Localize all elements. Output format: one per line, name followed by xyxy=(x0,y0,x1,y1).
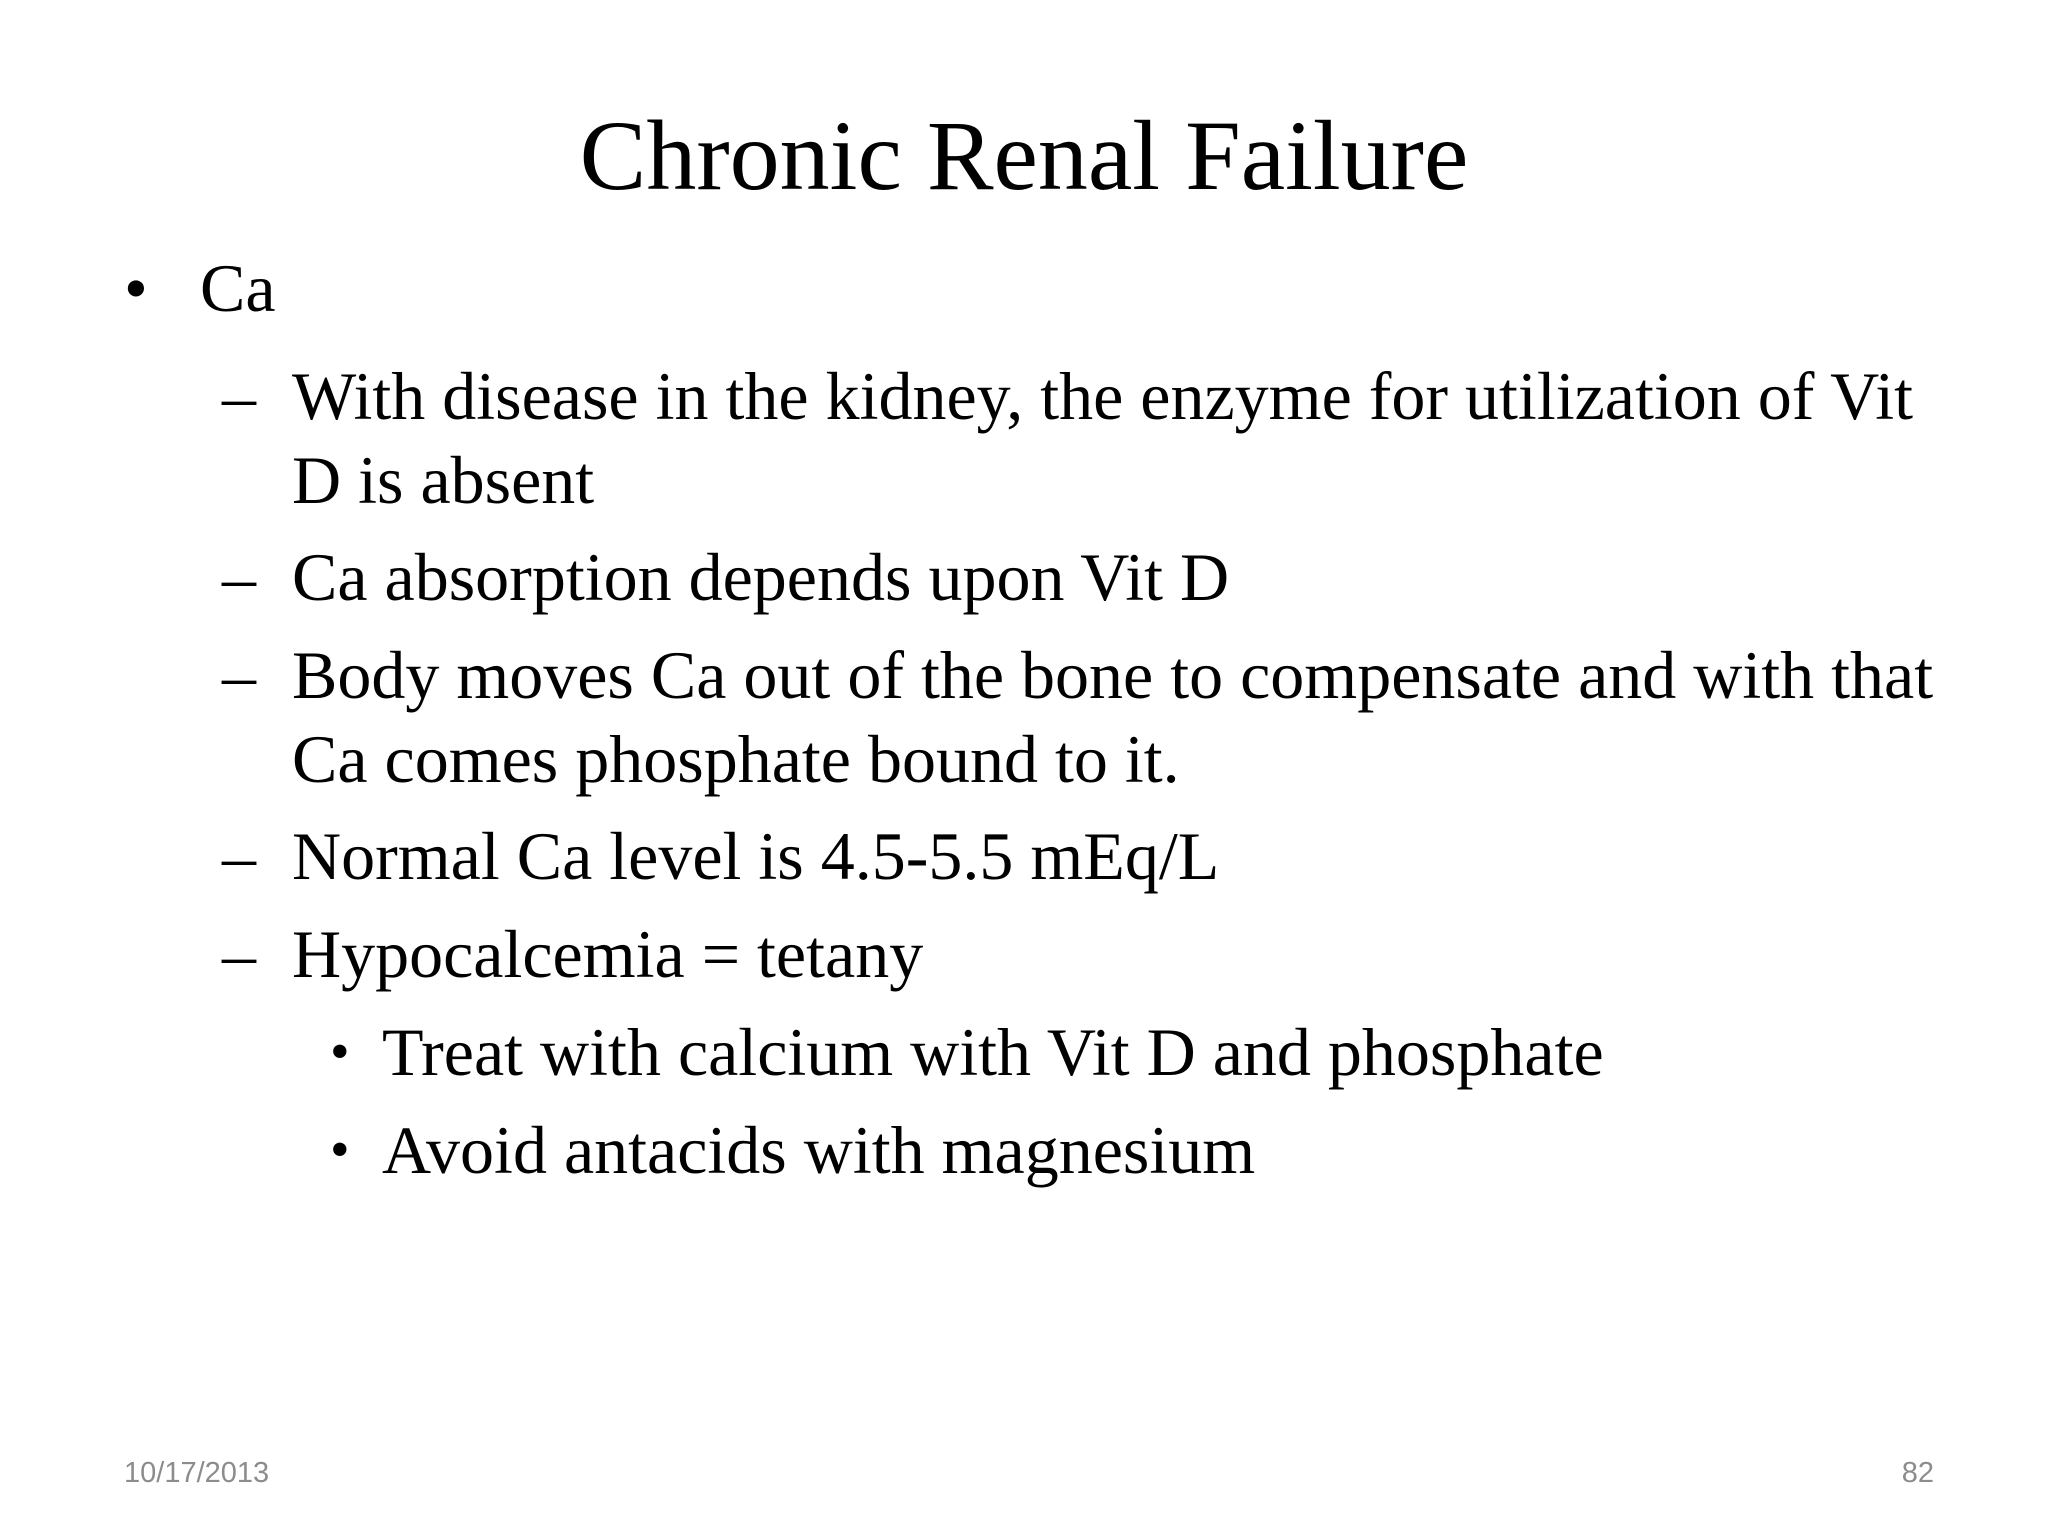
sub-bullet-text: Hypocalcemia = tetany xyxy=(292,916,924,992)
sub-bullet-text: With disease in the kidney, the enzyme for utilization of Vit D is absent xyxy=(292,358,1913,518)
sub-bullet-text: Body moves Ca out of the bone to compensate and with that Ca comes phosphate bound to it. xyxy=(292,637,1934,797)
bullet-marker: • xyxy=(330,1119,350,1181)
dash-marker: – xyxy=(222,637,256,713)
sub-bullet-3 xyxy=(222,633,1942,801)
dash-marker: – xyxy=(222,358,256,434)
sub-bullet-5 xyxy=(222,912,1942,996)
slide-title: Chronic Renal Failure xyxy=(579,100,1469,211)
footer-date: 10/17/2013 xyxy=(124,1457,270,1489)
sub-sub-bullet-1 xyxy=(330,1010,1604,1094)
dash-marker: – xyxy=(222,539,256,615)
sub-bullet-2 xyxy=(222,535,1942,619)
sub-bullet-4 xyxy=(222,814,1942,898)
dash-marker: – xyxy=(222,818,256,894)
bullet-marker: • xyxy=(330,1021,350,1083)
footer-page-number: 82 xyxy=(1901,1457,1934,1489)
bullet-text: Ca xyxy=(200,250,276,326)
bullet-marker: • xyxy=(124,250,148,326)
sub-bullet-1 xyxy=(222,354,1942,522)
sub-bullet-text: Normal Ca level is 4.5-5.5 mEq/L xyxy=(292,818,1220,894)
sub-sub-bullet-2 xyxy=(330,1108,1255,1192)
sub-bullet-text: Ca absorption depends upon Vit D xyxy=(292,539,1230,615)
dash-marker: – xyxy=(222,916,256,992)
sub-sub-bullet-text: Avoid antacids with magnesium xyxy=(382,1112,1256,1188)
sub-sub-bullet-text: Treat with calcium with Vit D and phosphate xyxy=(382,1014,1604,1090)
